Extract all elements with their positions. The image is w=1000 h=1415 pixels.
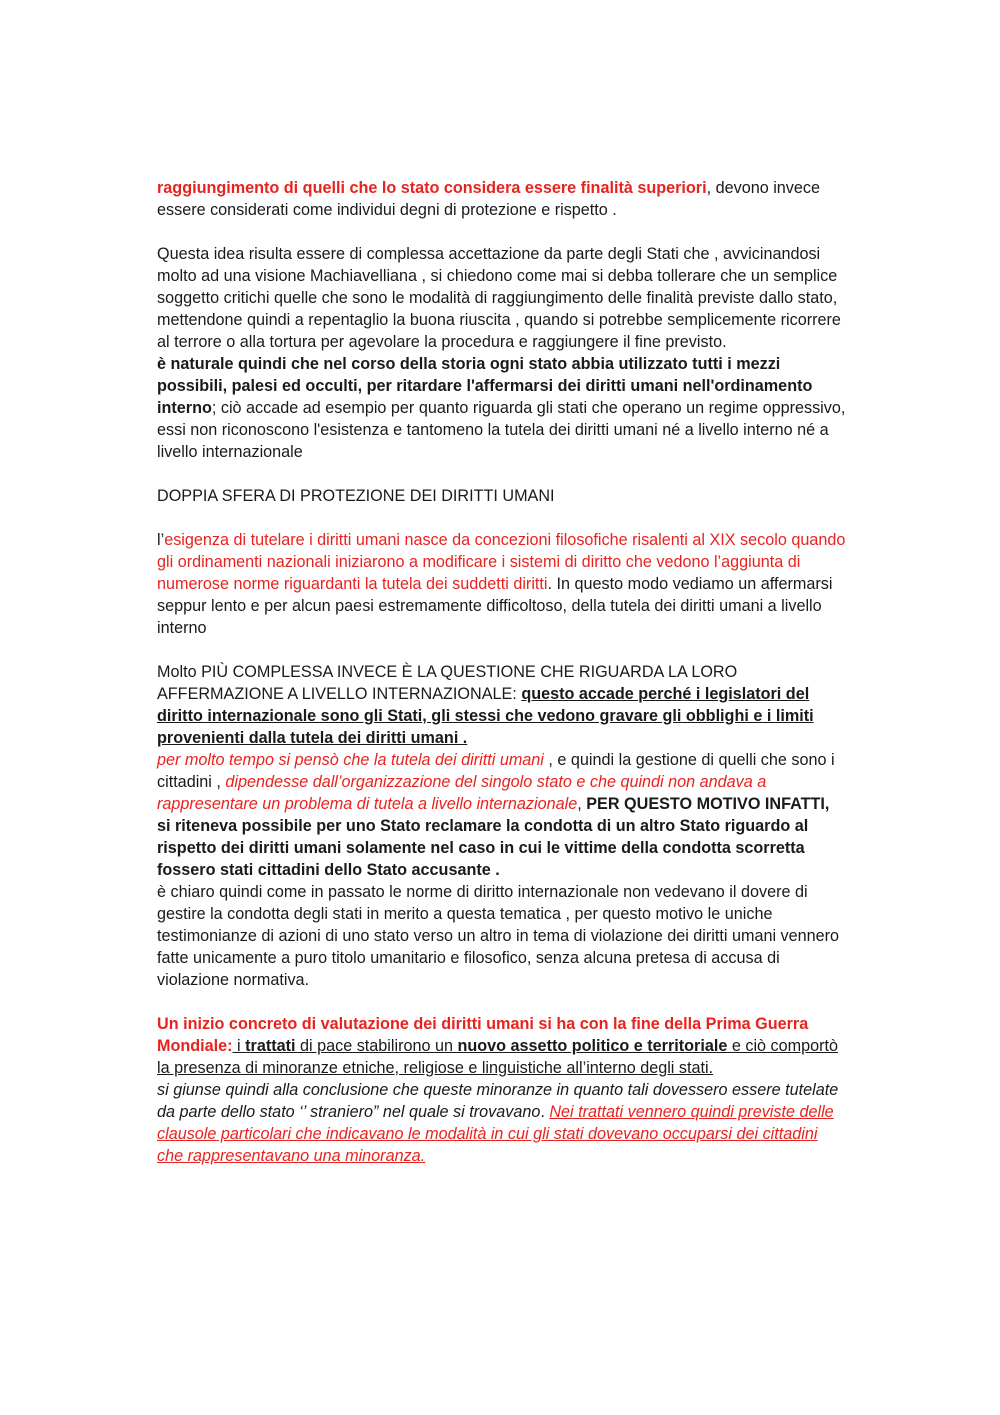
paragraph-text: . In questo modo vediamo un affermarsi seppur lento e per alcun paesi estremamente difficoltoso, della tutela dei diritti umani a livello interno [157, 575, 833, 637]
bold-underline-text: trattati [245, 1037, 296, 1055]
paragraph-9 [157, 1079, 847, 1167]
highlight-red-bold: Un inizio concreto di valutazione dei diritti umani si ha con la fine della Prima Guerra Mondiale: [157, 1015, 809, 1055]
paragraph-gap [157, 221, 847, 243]
paragraph-text: , [577, 795, 587, 813]
highlight-red-italic: dipendesse dall’organizzazione del singolo stato e che quindi non andava a rappresentare un problema di tutela a livello internazionale [157, 773, 767, 813]
paragraph-text: , e quindi la gestione di quelli che sono i cittadini , [157, 751, 835, 791]
paragraph-6 [157, 749, 847, 881]
highlight-red: esigenza di tutelare i diritti umani nasce da concezioni filosofiche risalenti al XIX secolo quando gli ordinamenti nazionali iniziarono a modificare i sistemi di diritto che vedono l’aggiunta di numerose norme riguardanti la tutela dei suddetti diritti [157, 531, 846, 593]
paragraph-8 [157, 1013, 847, 1079]
underline-text: e ciò comportò la presenza di minoranze etniche, religiose e linguistiche all’interno degli stati. [157, 1037, 839, 1077]
underline-text: di pace stabilirono un [295, 1037, 458, 1055]
bold-underline-text: questo accade perché i legislatori del diritto internazionale sono gli Stati, gli stessi che vedono gravare gli obblighi e i limiti provenienti dalla tutela dei diritti umani . [157, 685, 814, 747]
paragraph-gap [157, 463, 847, 485]
bold-text: è naturale quindi che nel corso della storia ogni stato abbia utilizzato tutti i mezzi possibili, palesi ed occulti, per ritardare l'affermarsi dei diritti umani nell'ordinamento interno [157, 355, 813, 417]
paragraph-text: ; ciò accade ad esempio per quanto riguarda gli stati che operano un regime oppressivo, essi non riconoscono l'esistenza e tantomeno la tutela dei diritti umani né a livello interno né a livello internazionale [157, 399, 846, 461]
paragraph-5 [157, 661, 847, 749]
bold-text: PER QUESTO MOTIVO INFATTI, si riteneva possibile per uno Stato reclamare la condotta di un altro Stato riguardo al rispetto dei diritti umani solamente nel caso in cui le vittime della condotta scorretta fossero stati cittadini dello Stato accusante . [157, 795, 830, 879]
paragraph-2 [157, 243, 847, 353]
paragraph-7 [157, 881, 847, 991]
paragraph-4 [157, 529, 847, 639]
paragraph-text: è chiaro quindi come in passato le norme di diritto internazionale non vedevano il dovere di gestire la condotta degli stati in merito a questa tematica , per questo motivo le uniche testimonianze di azioni di uno stato verso un altro in tema di violazione dei diritti umani vennero fatte unicamente a puro titolo umanitario e filosofico, senza alcuna pretesa di accusa di violazione normativa. [157, 883, 840, 989]
paragraph-1 [157, 177, 847, 221]
highlight-red-italic-underline: Nei trattati vennero quindi previste delle clausole particolari che indicavano le modalità in cui gli stati dovevano occuparsi dei cittadini che rappresentavano una minoranza. [157, 1103, 834, 1165]
bold-underline-text: nuovo assetto politico e territoriale [457, 1037, 728, 1055]
italic-text: si giunse quindi alla conclusione che queste minoranze in quanto tali dovessero essere tutelate da parte dello stato ‘’ straniero” nel quale si trovavano [157, 1081, 839, 1121]
paragraph-3 [157, 353, 847, 463]
paragraph-gap [157, 639, 847, 661]
paragraph-text: Questa idea risulta essere di complessa accettazione da parte degli Stati che , avvicinandosi molto ad una visione Machiavelliana , si chiedono come mai si debba tollerare che un semplice soggetto critichi quelle che sono le modalità di raggiungimento delle finalità previste dallo stato, mettendone quindi a repentaglio la buona riuscita , quando si potrebbe semplicemente ricorrere al terrore o alla tortura per agevolare la procedura e raggiungere il fine previsto. [157, 245, 841, 351]
paragraph-gap [157, 507, 847, 529]
paragraph-text: , devono invece essere considerati come individui degni di protezione e rispetto . [157, 179, 821, 219]
underline-text: i [232, 1037, 246, 1055]
highlight-red-italic: per molto tempo si pensò che la tutela dei diritti umani [157, 751, 544, 769]
section-heading: DOPPIA SFERA DI PROTEZIONE DEI DIRITTI UMANI [157, 487, 555, 505]
document-page [157, 177, 847, 1167]
paragraph-text: Molto PIÙ COMPLESSA INVECE È LA QUESTIONE CHE RIGUARDA LA LORO AFFERMAZIONE A LIVELLO INTERNAZIONALE: [157, 663, 738, 703]
paragraph-gap [157, 991, 847, 1013]
paragraph-text: l’ [157, 531, 165, 549]
paragraph-text: . [540, 1103, 550, 1121]
highlight-red-bold: raggiungimento di quelli che lo stato considera essere finalità superiori [157, 179, 707, 197]
